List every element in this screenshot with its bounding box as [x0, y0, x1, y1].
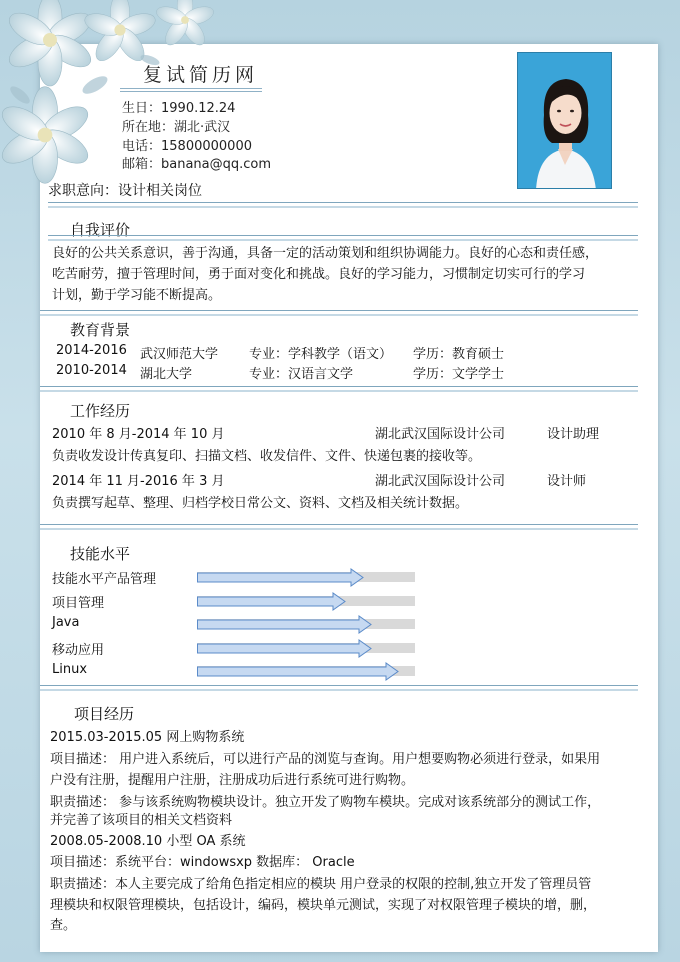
work-position: 设计助理: [547, 427, 600, 442]
self-eval-line: 吃苦耐劳，擅于管理时间，勇于面对变化和挑战。良好的学习能力，习惯制定切实可行的学习: [52, 267, 586, 282]
edu-major: 专业：汉语言文学: [249, 367, 354, 382]
section-title-work: 工作经历: [70, 402, 131, 420]
work-desc: 负责撰写起草、整理、归档学校日常公文、资料、文档及相关统计数据。: [52, 496, 469, 511]
divider: [40, 685, 638, 691]
section-title-skills: 技能水平: [70, 545, 131, 563]
section-title-education: 教育背景: [70, 321, 131, 339]
work-company: 湖北武汉国际设计公司: [375, 474, 506, 489]
skill-bar-arrow: [197, 568, 365, 588]
project-line: 职责描述：本人主要完成了给角色指定相应的模块 用户登录的权限的控制,独立开发了管理员管: [50, 877, 592, 892]
divider: [40, 386, 638, 392]
project-line: 并完善了该项目的相关文档资料: [50, 813, 233, 828]
info-birthday: 生日：1990.12.24: [122, 101, 236, 116]
info-email: 邮箱：banana@qq.com: [122, 157, 272, 172]
edu-major: 专业：学科教学（语文）: [249, 347, 393, 362]
project-line: 职责描述： 参与该系统购物模块设计。独立开发了购物车模块。完成对该系统部分的测试工作，: [50, 795, 601, 810]
edu-years: 2014-2016: [56, 343, 127, 358]
project-line: 户没有注册，提醒用户注册，注册成功后进行系统可进行购物。: [50, 773, 415, 788]
divider: [40, 310, 638, 316]
skill-label: 项目管理: [52, 595, 105, 611]
skill-label: Linux: [52, 662, 88, 677]
info-phone: 电话：15800000000: [122, 139, 252, 154]
edu-degree: 学历：文学学士: [413, 367, 505, 382]
profile-photo: [517, 52, 612, 189]
work-position: 设计师: [547, 474, 587, 489]
project-line: 2008.05-2008.10 小型 OA 系统: [50, 834, 246, 849]
project-line: 项目描述：系统平台：windowsxp 数据库： Oracle: [50, 855, 355, 870]
edu-years: 2010-2014: [56, 363, 127, 378]
project-line: 2015.03-2015.05 网上购物系统: [50, 730, 245, 745]
work-company: 湖北武汉国际设计公司: [375, 427, 506, 442]
skill-label: Java: [52, 615, 80, 630]
work-period: 2014 年 11 月-2016 年 3 月: [52, 474, 225, 489]
edu-school: 湖北大学: [140, 367, 193, 382]
edu-school: 武汉师范大学: [140, 347, 219, 362]
self-eval-line: 良好的公共关系意识，善于沟通，具备一定的活动策划和组织协调能力。良好的心态和责任感，: [52, 246, 599, 261]
divider: [48, 235, 638, 241]
project-line: 项目描述： 用户进入系统后，可以进行产品的浏览与查询。用户想要购物必须进行登录，如果用: [50, 752, 601, 767]
skill-label: 技能水平产品管理: [52, 572, 157, 587]
info-location: 所在地：湖北·武汉: [122, 120, 231, 135]
self-eval-line: 计划，勤于学习能不断提高。: [52, 288, 222, 303]
skill-label: 移动应用: [52, 642, 105, 658]
skill-bar-arrow: [197, 639, 373, 659]
portrait-icon: [518, 53, 612, 189]
work-period: 2010 年 8 月-2014 年 10 月: [52, 427, 225, 442]
skill-bar-arrow: [197, 662, 400, 682]
section-title-projects: 项目经历: [74, 705, 135, 723]
work-desc: 负责收发设计传真复印、扫描文档、收发信件、文件、快递包裹的接收等。: [52, 449, 482, 464]
project-line: 查。: [50, 918, 77, 933]
title-underline: [120, 88, 262, 92]
resume-title: 复试简历网: [143, 64, 259, 86]
job-intent: 求职意向：设计相关岗位: [48, 183, 202, 199]
section-title-self-eval: 自我评价: [70, 221, 131, 239]
divider: [40, 524, 638, 530]
project-line: 理模块和权限管理模块，包括设计，编码，模块单元测试，实现了对权限管理子模块的增，删，: [50, 898, 597, 913]
skill-bar-arrow: [197, 592, 347, 612]
skill-bar-arrow: [197, 615, 373, 635]
edu-degree: 学历：教育硕士: [413, 347, 505, 362]
